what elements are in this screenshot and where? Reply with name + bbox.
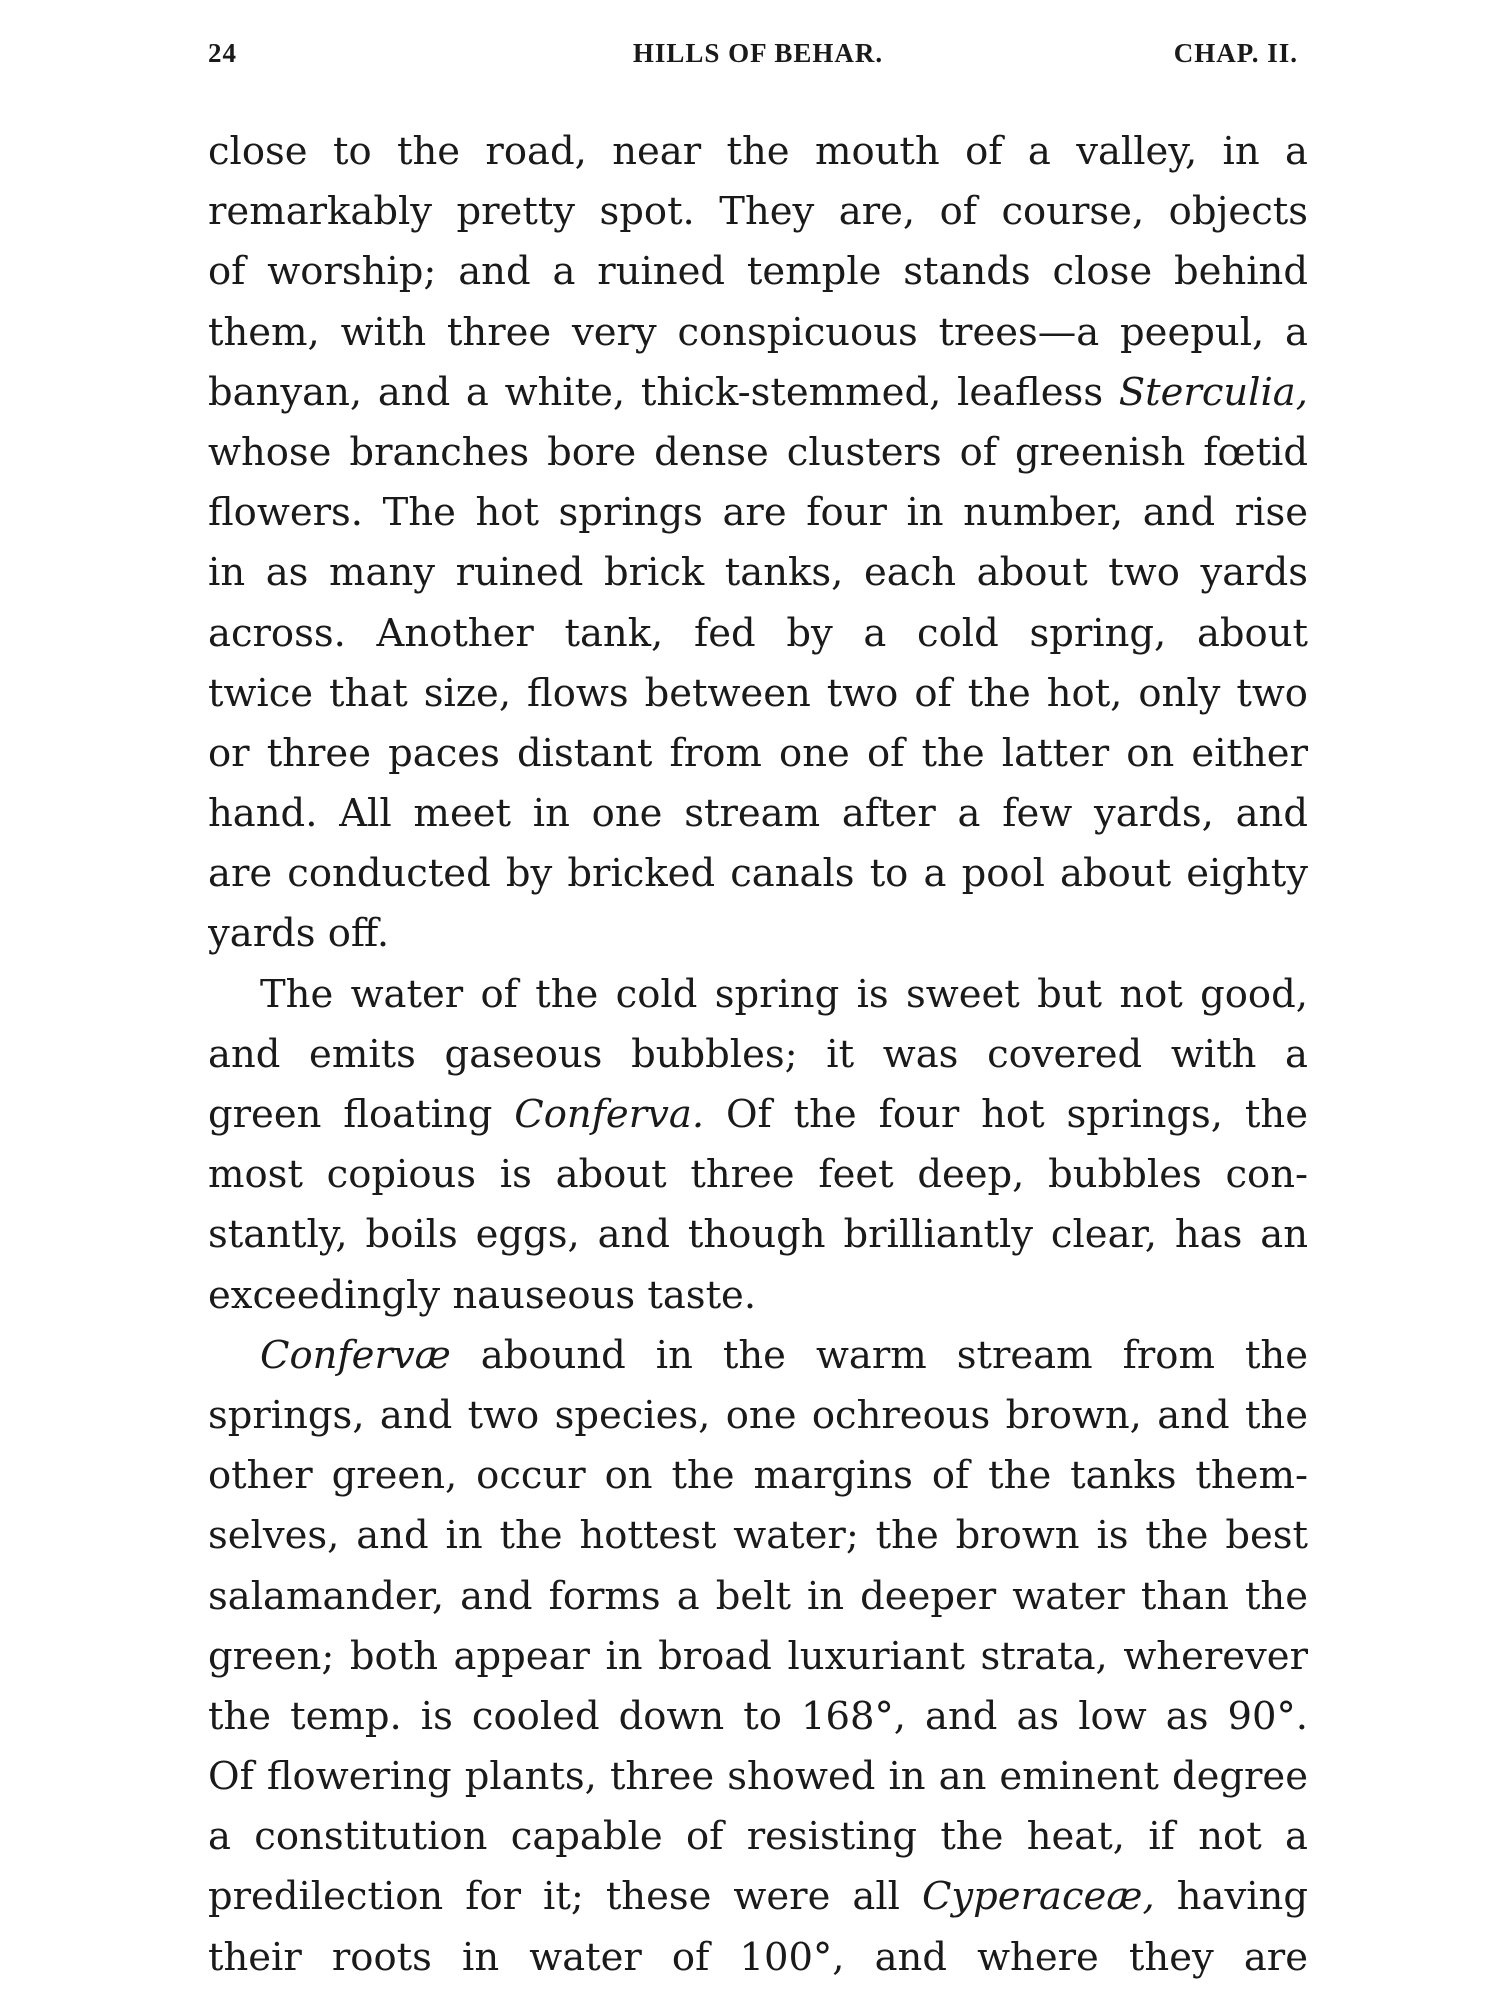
chapter-label: CHAP. II. (1173, 38, 1298, 68)
text-run: twice that size, flows between two of the hot, only two (208, 670, 1308, 716)
text-line (208, 965, 1308, 1025)
text-line (208, 363, 1308, 423)
text-line (208, 1025, 1308, 1085)
text-run: green; both appear in broad luxuriant strata, wherever (208, 1633, 1308, 1679)
text-run: flowers. The hot springs are four in number, and rise (208, 490, 1308, 536)
text-line (208, 1326, 1308, 1386)
italic-term: Sterculia, (1118, 369, 1308, 415)
text-run: green floating (208, 1092, 515, 1137)
italic-term: Cyperaceæ, (921, 1874, 1155, 1920)
text-run: whose branches bore dense clusters of greenish fœtid (208, 429, 1308, 475)
text-run: hand. All meet in one stream after a few yards, and (208, 791, 1308, 837)
text-line (208, 844, 1308, 904)
text-run: Of the four hot springs, the (704, 1092, 1308, 1137)
text-run: The water of the cold spring is sweet but not good, (260, 971, 1308, 1017)
text-run: across. Another tank, fed by a cold spring, about (208, 610, 1308, 656)
text-run: springs, and two species, one ochreous brown, and the (208, 1392, 1308, 1438)
text-run: exceedingly nauseous taste. (208, 1272, 757, 1318)
text-run: Of flowering plants, three showed in an eminent degree (208, 1754, 1308, 1800)
page-number: 24 (208, 38, 237, 68)
text-line (208, 1446, 1308, 1506)
text-run: or three paces distant from one of the latter on either (208, 730, 1308, 776)
text-line (208, 1567, 1308, 1627)
text-line (208, 182, 1308, 242)
text-line (208, 122, 1308, 182)
text-line (208, 1627, 1308, 1687)
text-run: predilection for it; these were all (208, 1874, 922, 1920)
text-line (208, 1205, 1308, 1265)
text-run: are conducted by bricked canals to a pool about eighty (208, 851, 1308, 897)
text-line (208, 1145, 1308, 1205)
running-title: HILLS OF BEHAR. (632, 38, 884, 68)
text-run: of worship; and a ruined temple stands close behind (208, 249, 1308, 295)
text-line (208, 784, 1308, 844)
body-text (208, 122, 1308, 1988)
text-line (208, 1747, 1308, 1807)
text-run: salamander, and forms a belt in deeper water than the (208, 1573, 1308, 1619)
text-line (208, 303, 1308, 363)
text-line (208, 1085, 1308, 1145)
text-line (208, 423, 1308, 483)
text-run: them, with three very conspicuous trees—a peepul, a (208, 309, 1308, 355)
text-run: banyan, and a white, thick-stemmed, leafless (208, 369, 1119, 415)
italic-term: Conferva. (514, 1092, 705, 1137)
text-line (208, 724, 1308, 784)
text-line (208, 664, 1308, 724)
text-run: a constitution capable of resisting the heat, if not a (208, 1814, 1308, 1860)
text-line (208, 1266, 1308, 1326)
text-line (208, 543, 1308, 603)
text-run: having (1154, 1874, 1308, 1920)
text-run: remarkably pretty spot. They are, of course, objects (208, 189, 1308, 235)
text-run: abound in the warm stream from the (450, 1332, 1308, 1378)
text-line (208, 1506, 1308, 1566)
text-line (208, 1928, 1308, 1988)
text-run: the temp. is cooled down to 168°, and as low as 90°. (208, 1693, 1308, 1739)
text-line (208, 1867, 1308, 1927)
text-run: and emits gaseous bubbles; it was covered with a (208, 1031, 1308, 1077)
text-line (208, 1687, 1308, 1747)
text-run: other green, occur on the margins of the tanks them- (208, 1453, 1308, 1499)
text-line (208, 904, 1308, 964)
text-run: yards off. (208, 911, 390, 957)
page-header (208, 38, 1308, 78)
text-run: stantly, boils eggs, and though brilliantly clear, has an (208, 1212, 1308, 1258)
text-run: close to the road, near the mouth of a valley, in a (208, 129, 1308, 174)
text-run: their roots in water of 100°, and where they are (208, 1934, 1308, 1980)
text-line (208, 1386, 1308, 1446)
text-line (208, 242, 1308, 302)
text-run: most copious is about three feet deep, bubbles con- (208, 1152, 1308, 1198)
text-line (208, 604, 1308, 664)
italic-term: Confervæ (260, 1332, 451, 1378)
text-line (208, 483, 1308, 543)
text-run: selves, and in the hottest water; the brown is the best (208, 1513, 1308, 1559)
text-line (208, 1807, 1308, 1867)
text-run: in as many ruined brick tanks, each about two yards (208, 550, 1308, 596)
